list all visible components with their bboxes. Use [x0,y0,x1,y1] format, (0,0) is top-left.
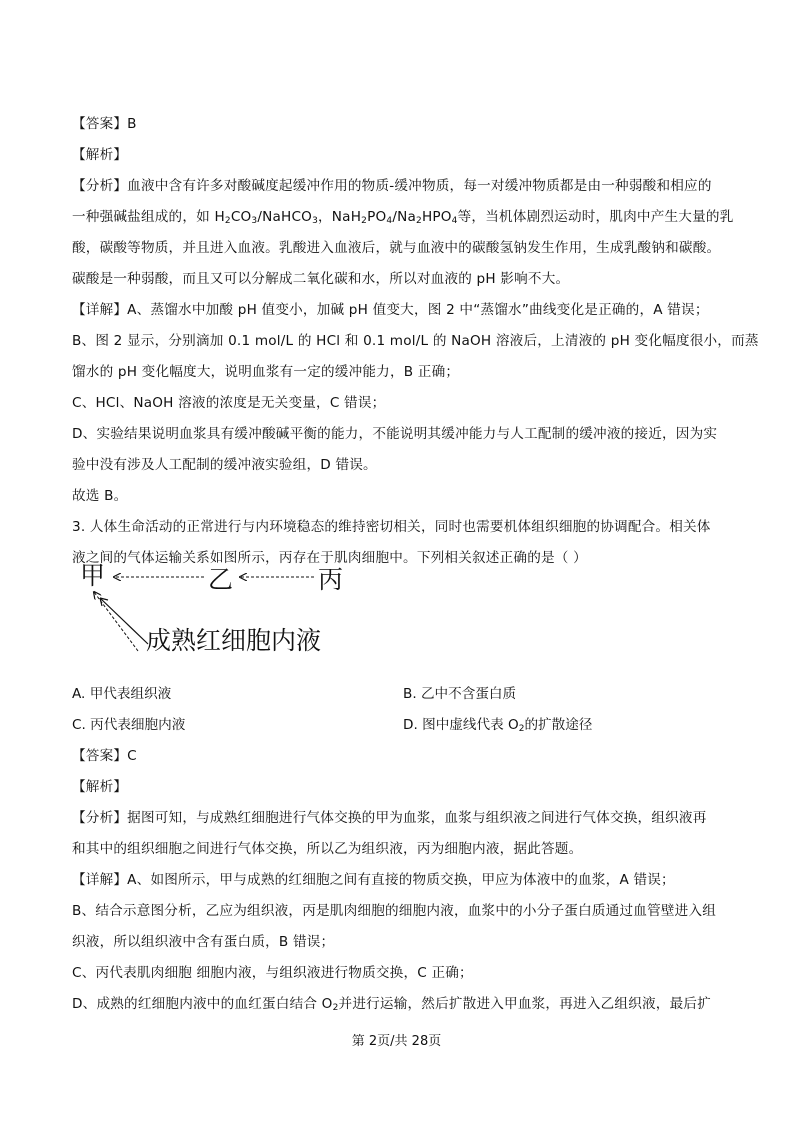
option-b[interactable]: B. 乙中不含蛋白质 [403,686,517,702]
analysis-text-line: 【分析】血液中含有许多对酸碱度起缓冲作用的物质-缓冲物质，每一对缓冲物质都是由一种弱酸和相应的 [72,178,712,194]
question-stem-line: 液之间的气体运输关系如图所示，丙存在于肌肉细胞中。下列相关叙述正确的是（ ） [72,550,587,566]
analysis-text-line: 【分析】据图可知，与成熟红细胞进行气体交换的甲为血浆，血浆与组织液之间进行气体交换，组织液再 [72,810,707,826]
analysis-label: 【解析】 [72,147,128,163]
answer-label: 【答案】B [72,116,137,132]
analysis-text-line: 碳酸是一种弱酸，而且又可以分解成二氧化碳和水，所以对血液的 pH 影响不大。 [72,271,570,287]
detail-text-line: D、成熟的红细胞内液中的血红蛋白结合 $O_2$并进行运输，然后扩散进入甲血浆，再进入乙组织液，最后扩 [72,996,711,1013]
detail-text-line: 馏水的 pH 变化幅度大，说明血浆有一定的缓冲能力，B 正确； [72,364,460,380]
detail-text-line: C、丙代表肌肉细胞 细胞内液，与组织液进行物质交换，C 正确； [72,965,473,981]
detail-text-line: B、结合示意图分析，乙应为组织液，丙是肌肉细胞的细胞内液，血浆中的小分子蛋白质通过血管壁进入组 [72,903,717,919]
conclusion-line: 故选 B。 [72,488,128,504]
node-bing: 丙 [318,565,344,594]
detail-text-line: D、实验结果说明血浆具有缓冲酸碱平衡的能力，不能说明其缓冲能力与人工配制的缓冲液的接近，因为实 [72,426,718,442]
option-a[interactable]: A. 甲代表组织液 [72,686,172,702]
detail-text-line: B、图 2 显示，分别滴加 0.1 mol/L 的 HCl 和 0.1 mol/L 的 NaOH 溶液后，上清液的 pH 变化幅度很小，而蒸 [72,333,759,349]
analysis-label: 【解析】 [72,779,128,795]
analysis-text-line: 一种强碱盐组成的，如 $H_2CO_3/NaHCO_3$，$NaH_2PO_4/Na_2HPO_4$等，当机体剧烈运动时，肌肉中产生大量的乳 [72,209,734,226]
detail-text-line: 【详解】A、蒸馏水中加酸 pH 值变小，加碱 pH 值变大，图 2 中“蒸馏水”曲线变化是正确的，A 错误； [72,302,709,318]
option-c[interactable]: C. 丙代表细胞内液 [72,717,186,733]
node-jia: 甲 [80,562,106,590]
detail-text-line: 织液，所以组织液中含有蛋白质，B 错误； [72,934,335,950]
detail-text-line: C、HCl、NaOH 溶液的浓度是无关变量，C 错误； [72,395,386,411]
question-stem-line: 3. 人体生命活动的正常进行与内环境稳态的维持密切相关，同时也需要机体组织细胞的协调配合。相关体 [72,519,711,535]
body-fluid-diagram [80,562,370,662]
analysis-text-line: 酸，碳酸等物质，并且进入血液。乳酸进入血液后，就与血液中的碳酸氢钠发生作用，生成乳酸钠和碳酸。 [72,240,721,256]
answer-label: 【答案】C [72,748,137,764]
node-rbc-fluid: 成熟红细胞内液 [146,626,322,655]
solid-line-jia-rbc [100,598,148,644]
node-yi: 乙 [208,565,234,594]
detail-text-line: 验中没有涉及人工配制的缓冲液实验组，D 错误。 [72,457,377,473]
page-footer: 第 2页/共 28页 [351,1034,442,1049]
option-d[interactable]: D. 图中虚线代表 $O_2$的扩散途径 [403,717,593,734]
detail-text-line: 【详解】A、如图所示，甲与成熟的红细胞之间有直接的物质交换，甲应为体液中的血浆，A 错误； [72,872,675,888]
analysis-text-line: 和其中的组织细胞之间进行气体交换，所以乙为组织液，丙为细胞内液，据此答题。 [72,841,583,857]
